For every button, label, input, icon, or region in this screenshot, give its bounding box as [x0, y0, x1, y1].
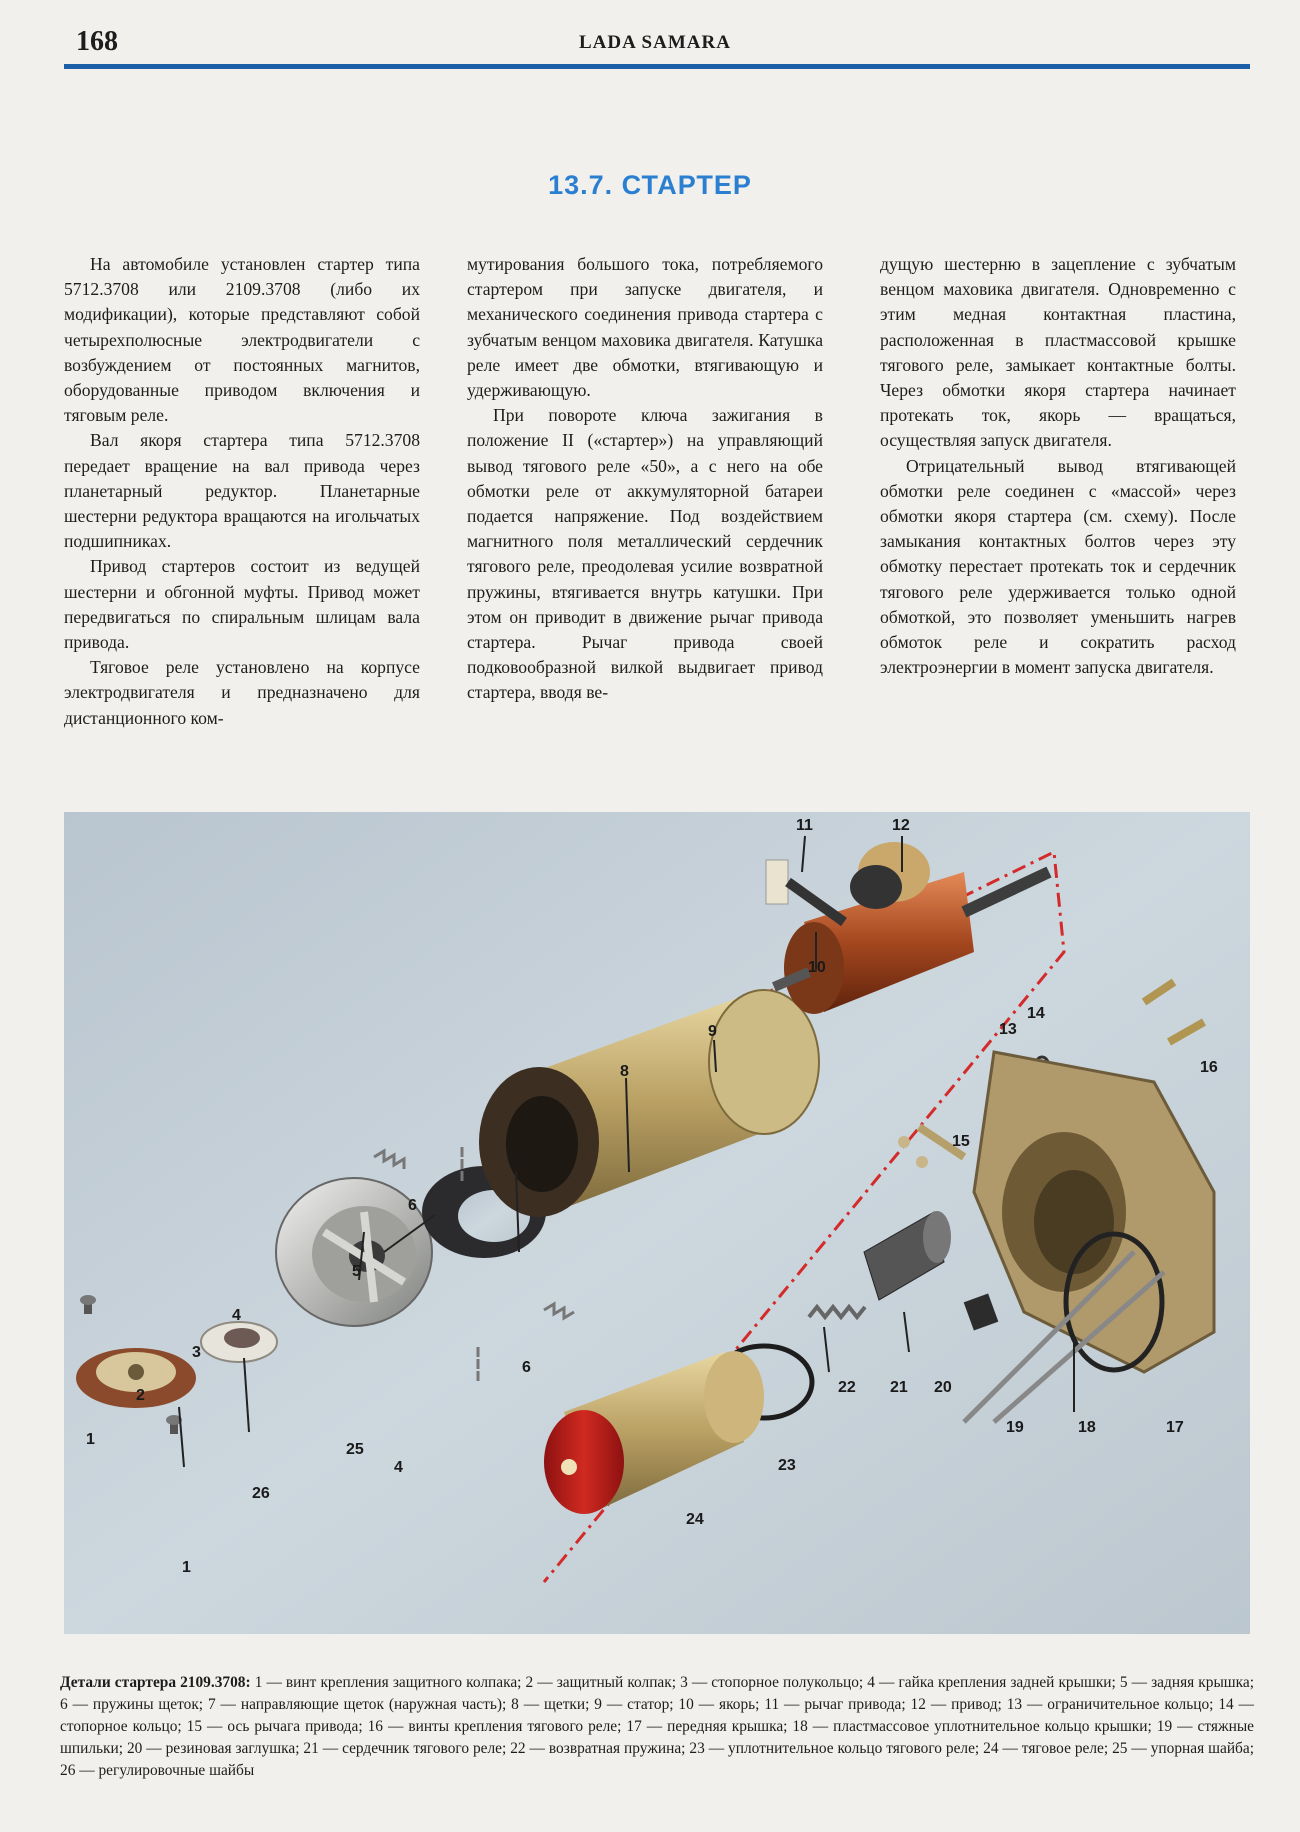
callout-label: 12: [892, 817, 910, 834]
callout-label: 6: [522, 1359, 531, 1376]
callout-label: 1: [86, 1431, 95, 1448]
page-number: 168: [76, 26, 118, 57]
callout-label: 3: [192, 1344, 201, 1361]
callout-label: 13: [999, 1021, 1017, 1038]
callout-label: 2: [136, 1387, 145, 1404]
shims-part: [201, 1322, 277, 1362]
section-title: 13.7. СТАРТЕР: [548, 170, 752, 200]
callout-label: 4: [394, 1459, 403, 1476]
text-column-3: [880, 252, 1236, 680]
text-column-1: [64, 252, 420, 731]
paragraph: Вал якоря стартера типа 5712.3708 передает вращение на вал привода через планетарный редуктор. Планетарные шестерни редуктора вращаются на игольчатых подшипниках.: [64, 430, 420, 552]
text-column-2: [467, 252, 823, 706]
paragraph: Тяговое реле установлено на корпусе электродвигателя и предназначено для дистанционного ком-: [64, 657, 420, 728]
paragraph: При повороте ключа зажигания в положение II («стартер») на управляющий вывод тягового реле «50», а с него на обе обмотки реле от аккумуляторной батареи подается напряжение. Под воздействием магнитного поля металлический сердечник тягового реле, преодолевая усилие возвратной пружины, втягивается внутрь катушки. При этом он приводит в движение рычаг привода стартера. Рычаг привода своей подковообразной вилкой выдвигает привод стартера, вводя ве-: [467, 405, 823, 703]
callout-label: 11: [796, 817, 813, 834]
callout-label: 6: [408, 1197, 417, 1214]
callout-label: 20: [934, 1379, 952, 1396]
callout-label: 16: [1200, 1059, 1218, 1076]
callout-label: 23: [778, 1457, 796, 1474]
callout-label: 8: [620, 1063, 629, 1080]
callout-label: 18: [1078, 1419, 1096, 1436]
figure-caption: [60, 1672, 1254, 1782]
callout-label: 25: [346, 1441, 364, 1458]
callout-label: 7: [508, 1155, 517, 1172]
running-title: LADA SAMARA: [579, 32, 731, 53]
callout-label: 5: [352, 1263, 361, 1280]
paragraph: мутирования большого тока, потребляемого стартером при запуске двигателя, и механического соединения привода стартера с зубчатым венцом маховика двигателя. Катушка реле имеет две обмотки, втягивающую и удерживающую.: [467, 254, 823, 401]
callout-label: 10: [808, 959, 826, 976]
callout-label: 19: [1006, 1419, 1024, 1436]
callout-label: 26: [252, 1485, 270, 1502]
caption-text: 1 — винт крепления защитного колпака; 2 — защитный колпак; 3 — стопорное полукольцо; 4 — гайка крепления задней крышки; 5 — задняя крышка; 6 — пружины щеток; 7 — направляющие щеток (наружная часть); 8 — щетки; 9 — статор; 10 — якорь; 11 — рычаг привода; 12 — привод; 13 — ограничительное кольцо; 14 — стопорное кольцо; 15 — ось рычага привода; 16 — винты крепления тягового реле; 17 — передняя крышка; 18 — пластмассовое уплотнительное кольцо крышки; 19 — стяжные шпильки; 20 — резиновая заглушка; 21 — сердечник тягового реле; 22 — возвратная пружина; 23 — уплотнительное кольцо тягового реле; 24 — тяговое реле; 25 — упорная шайба; 26 — регулировочные шайбы: [60, 1674, 1255, 1779]
paragraph: На автомобиле установлен стартер типа 5712.3708 или 2109.3708 (либо их модификации), которые представляют собой четырехполюсные электродвигатели с возбуждением от постоянных магнитов, оборудованные приводом включения и тяговым реле.: [64, 254, 420, 426]
paragraph: дущую шестерню в зацепление с зубчатым венцом маховика двигателя. Одновременно с этим медная контактная пластина, расположенная в пластмассовой крышке тягового реле, замыкает контактные болты. Через обмотки якоря стартера начинает протекать ток, якорь — вращаться, осуществляя запуск двигателя.: [880, 254, 1236, 451]
callout-label: 22: [838, 1379, 856, 1396]
callout-label: 17: [1166, 1419, 1184, 1436]
paragraph: Отрицательный вывод втягивающей обмотки реле соединен с «массой» через обмотки якоря стартера (см. схему). После замыкания контактных болтов через эту обмотку перестает протекать ток и сердечник тягового реле удерживается только одной обмоткой, это позволяет уменьшить нагрев обмоток реле и сократить расход электроэнергии в момент запуска двигателя.: [880, 455, 1236, 678]
callout-label: 14: [1027, 1005, 1045, 1022]
exploded-view-illustration: [64, 812, 1250, 1634]
callout-label: 24: [686, 1511, 704, 1528]
callout-label: 1: [182, 1559, 191, 1576]
callout-label: 15: [952, 1133, 970, 1150]
paragraph: Привод стартеров состоит из ведущей шестерни и обгонной муфты. Привод может передвигаться по спиральным шлицам вала привода.: [64, 556, 420, 653]
caption-title: Детали стартера 2109.3708:: [60, 1674, 251, 1691]
callout-label: 9: [708, 1023, 717, 1040]
callout-label: 21: [890, 1379, 908, 1396]
starter-exploded-view: [64, 812, 1250, 1634]
callout-label: 4: [232, 1307, 241, 1324]
header-rule: [64, 64, 1250, 69]
